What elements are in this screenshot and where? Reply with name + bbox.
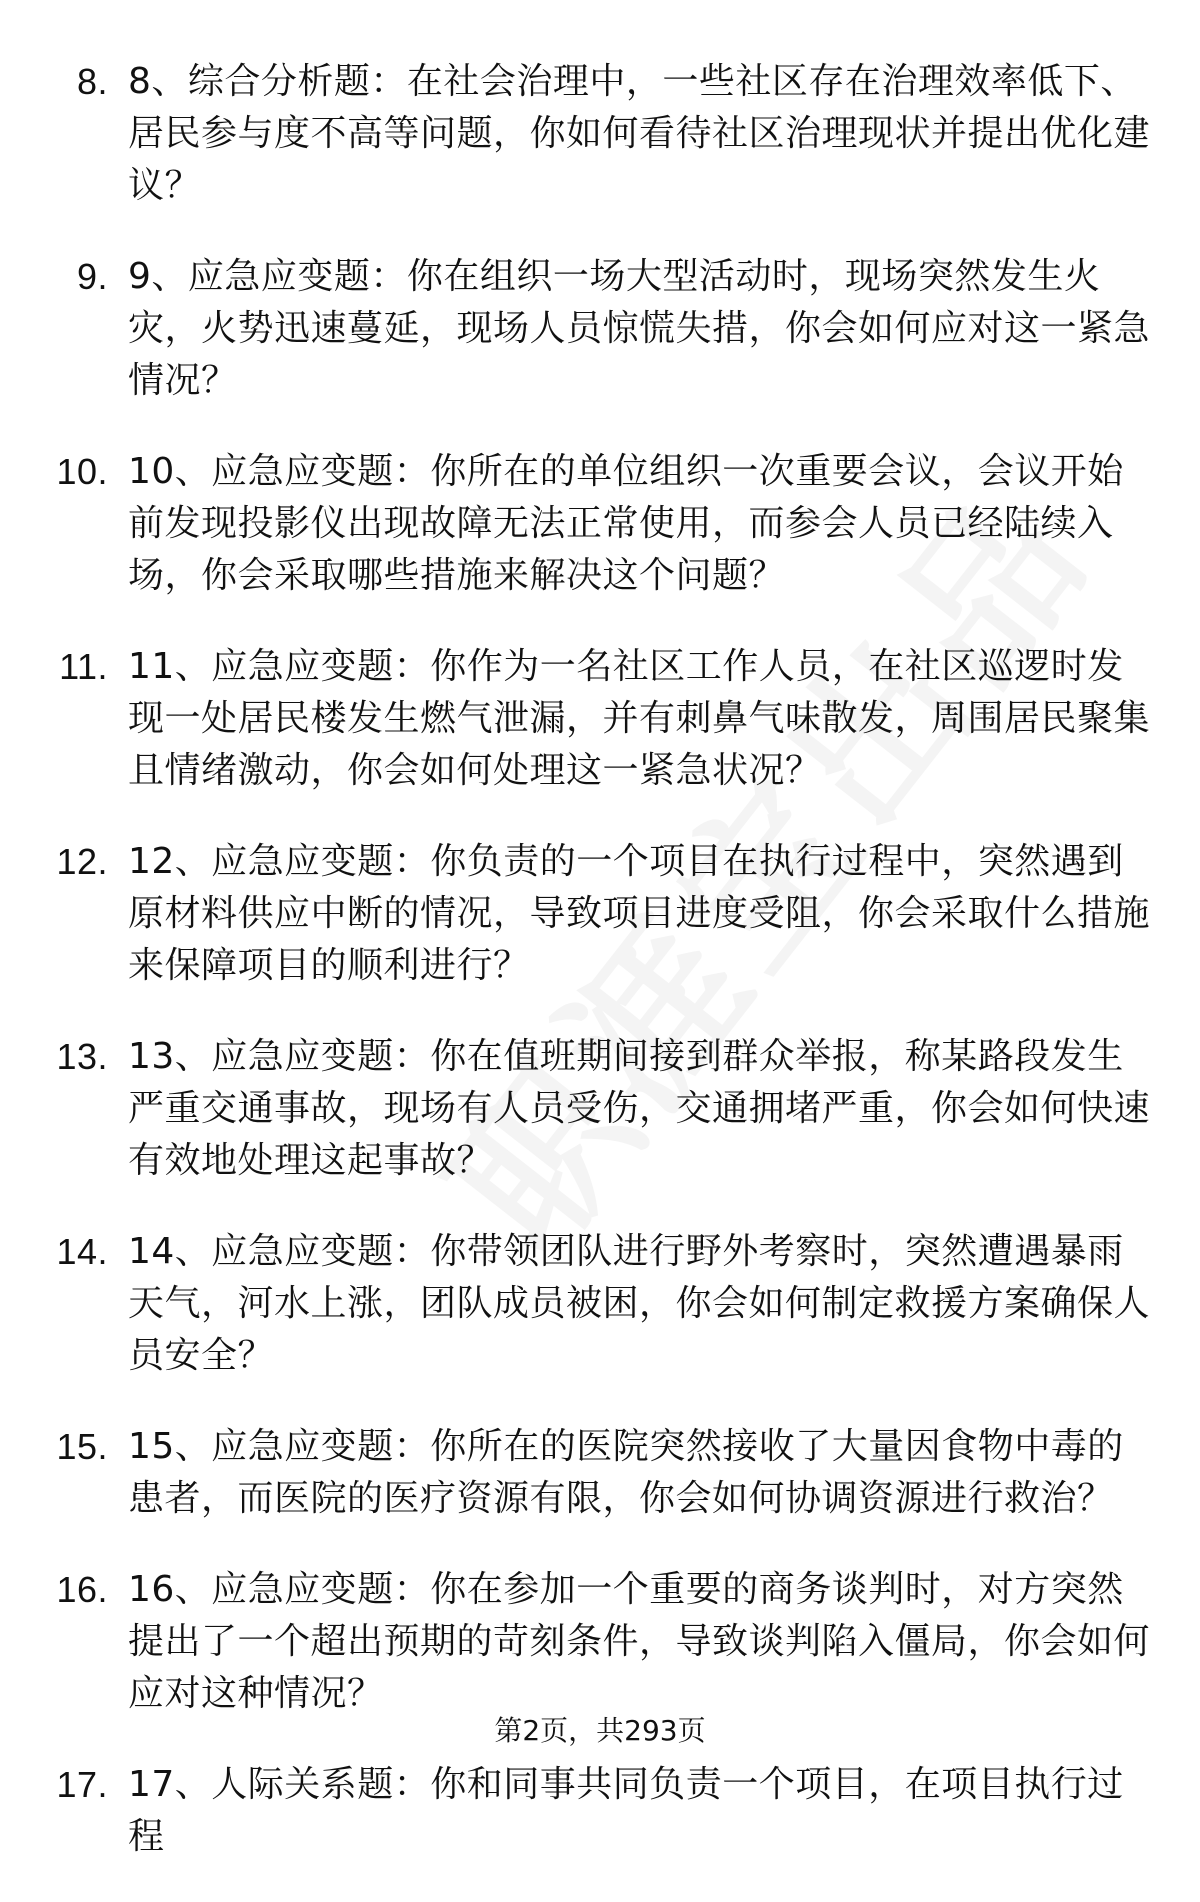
list-item xyxy=(0,836,1200,992)
question-text: 17、人际关系题：你和同事共同负责一个项目，在项目执行过程 xyxy=(128,1764,1124,1857)
list-item xyxy=(0,1421,1200,1525)
question-list xyxy=(0,56,1200,1902)
question-number: 12. xyxy=(56,841,108,882)
question-text: 11、应急应变题：你作为一名社区工作人员，在社区巡逻时发现一处居民楼发生燃气泄漏，并有刺鼻气味散发，周围居民聚集且情绪激动，你会如何处理这一紧急状况？ xyxy=(128,646,1151,791)
list-item xyxy=(0,1759,1200,1863)
question-number: 14. xyxy=(56,1231,108,1272)
question-text: 8、综合分析题：在社会治理中，一些社区存在治理效率低下、居民参与度不高等问题，你如何看待社区治理现状并提出优化建议？ xyxy=(128,61,1151,206)
question-number: 11. xyxy=(59,646,108,687)
question-number: 10. xyxy=(56,451,108,492)
list-item xyxy=(0,641,1200,797)
question-number: 9. xyxy=(76,256,108,297)
list-item xyxy=(0,56,1200,212)
question-text: 16、应急应变题：你在参加一个重要的商务谈判时，对方突然提出了一个超出预期的苛刻条件，导致谈判陷入僵局，你会如何应对这种情况？ xyxy=(128,1569,1151,1714)
list-item xyxy=(0,1564,1200,1720)
question-number: 16. xyxy=(56,1569,108,1610)
list-item xyxy=(0,1031,1200,1187)
question-text: 10、应急应变题：你所在的单位组织一次重要会议，会议开始前发现投影仪出现故障无法正常使用，而参会人员已经陆续入场，你会采取哪些措施来解决这个问题？ xyxy=(128,451,1124,596)
question-number: 17. xyxy=(56,1764,108,1805)
list-item xyxy=(0,446,1200,602)
list-item xyxy=(0,251,1200,407)
question-number: 13. xyxy=(56,1036,108,1077)
question-text: 13、应急应变题：你在值班期间接到群众举报，称某路段发生严重交通事故，现场有人员受伤，交通拥堵严重，你会如何快速有效地处理这起事故？ xyxy=(128,1036,1151,1181)
question-text: 9、应急应变题：你在组织一场大型活动时，现场突然发生火灾，火势迅速蔓延，现场人员惊慌失措，你会如何应对这一紧急情况？ xyxy=(128,256,1151,401)
page-footer: 第2页，共293页 xyxy=(494,1714,706,1747)
question-text: 14、应急应变题：你带领团队进行野外考察时，突然遭遇暴雨天气，河水上涨，团队成员被困，你会如何制定救援方案确保人员安全？ xyxy=(128,1231,1151,1376)
question-text: 15、应急应变题：你所在的医院突然接收了大量因食物中毒的患者，而医院的医疗资源有限，你会如何协调资源进行救治？ xyxy=(128,1426,1124,1519)
question-number: 15. xyxy=(56,1426,108,1467)
question-number: 8. xyxy=(76,61,108,102)
list-item xyxy=(0,1226,1200,1382)
question-text: 12、应急应变题：你负责的一个项目在执行过程中，突然遇到原材料供应中断的情况，导致项目进度受阻，你会采取什么措施来保障项目的顺利进行？ xyxy=(128,841,1151,986)
